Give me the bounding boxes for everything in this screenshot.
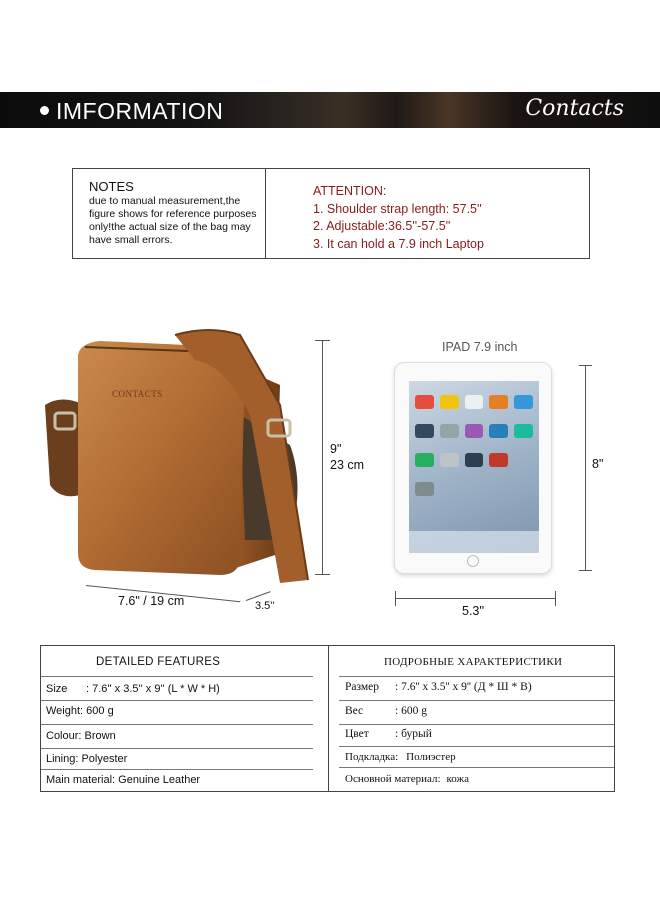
bag-image (40, 325, 310, 585)
row-label: Основной материал: (345, 773, 441, 785)
notes-text: due to manual measurement,the figure shows for reference purposes only!the actual size of the bag may have small errors. (89, 195, 257, 246)
row-value: : бурый (395, 728, 432, 740)
row-label: Colour (46, 730, 79, 742)
ipad-home-button (467, 555, 479, 567)
features-table (40, 645, 615, 792)
ipad-height-line (585, 365, 586, 570)
page-title: IMFORMATION (56, 98, 224, 124)
attention-item: 1. Shoulder strap length: 57.5'' (313, 201, 482, 216)
notes-title: NOTES (89, 179, 134, 194)
bag-height-line (322, 340, 323, 574)
bag-height-label-cm: 23 cm (330, 458, 365, 472)
table-row (46, 730, 116, 742)
row-divider (41, 676, 313, 677)
row-label: Вес (345, 705, 364, 717)
table-row (46, 774, 200, 786)
table-row (46, 753, 127, 765)
attention-item: 2. Adjustable:36.5''-57.5'' (313, 219, 451, 233)
bag-height-label-in: 9" (330, 442, 342, 456)
notes-divider (265, 169, 266, 258)
header-banner (0, 92, 660, 128)
features-en (41, 646, 328, 791)
ipad-width-label: 5.3'' (462, 604, 485, 618)
row-divider (41, 769, 313, 770)
notes-panel (72, 168, 590, 259)
row-value: : 7.6'' x 3.5'' x 9'' (L * W * H) (86, 683, 220, 695)
row-label: Lining (46, 753, 76, 765)
ipad-icon-grid (415, 395, 533, 505)
table-row (345, 728, 432, 740)
table-row (345, 751, 456, 763)
table-row (46, 705, 114, 717)
ipad-title: IPAD 7.9 inch (442, 340, 518, 354)
row-label: Size (46, 683, 68, 695)
row-divider (41, 748, 313, 749)
row-divider (339, 746, 614, 747)
bag-height-cap-top (315, 340, 330, 341)
row-value: : 600 g (80, 705, 114, 717)
row-value: : 600 g (395, 705, 427, 717)
bag-height-cap-bottom (315, 574, 330, 575)
row-label: Weight (46, 705, 81, 717)
brand-logo: Contacts (525, 96, 624, 121)
row-value: : Brown (78, 730, 116, 742)
ipad-screen (409, 381, 539, 553)
bag-logo: CONTACTS (112, 389, 163, 399)
row-divider (339, 724, 614, 725)
row-divider (41, 700, 313, 701)
table-row (345, 705, 427, 717)
bag-depth-label: 3.5'' (255, 600, 275, 612)
row-value: Полиэстер (406, 751, 456, 763)
table-row (345, 681, 532, 693)
row-divider (339, 676, 614, 677)
row-value: : 7.6'' x 3.5'' x 9'' (Д * Ш * В) (395, 681, 532, 693)
row-value: : Genuine Leather (112, 774, 201, 786)
ipad-width-cap-left (395, 591, 396, 606)
table-row (345, 773, 469, 785)
bullet-icon (40, 106, 49, 115)
row-label: Подкладка: (345, 751, 399, 763)
ipad-width-line (395, 598, 555, 599)
row-label: Main material (46, 774, 113, 786)
features-ru (329, 646, 616, 791)
table-row (46, 683, 220, 695)
features-ru-heading: ПОДРОБНЫЕ ХАРАКТЕРИСТИКИ (384, 656, 563, 668)
ipad-height-label: 8" (592, 457, 604, 471)
row-value: кожа (446, 773, 470, 785)
features-en-heading: DETAILED FEATURES (96, 656, 221, 668)
ipad-width-cap-right (555, 591, 556, 606)
ipad-height-cap-top (579, 365, 592, 366)
ipad-image (394, 362, 552, 574)
bag-width-label: 7.6" / 19 cm (118, 594, 185, 608)
row-divider (339, 700, 614, 701)
attention-item: 3. It can hold a 7.9 inch Laptop (313, 236, 484, 251)
row-divider (339, 767, 614, 768)
attention-title: ATTENTION: (313, 184, 387, 198)
row-label: Цвет (345, 728, 369, 740)
ipad-dock (409, 531, 539, 553)
row-label: Размер (345, 681, 380, 693)
attention-block (313, 183, 484, 253)
ipad-height-cap-bottom (579, 570, 592, 571)
row-divider (41, 724, 313, 725)
row-value: : Polyester (75, 753, 128, 765)
